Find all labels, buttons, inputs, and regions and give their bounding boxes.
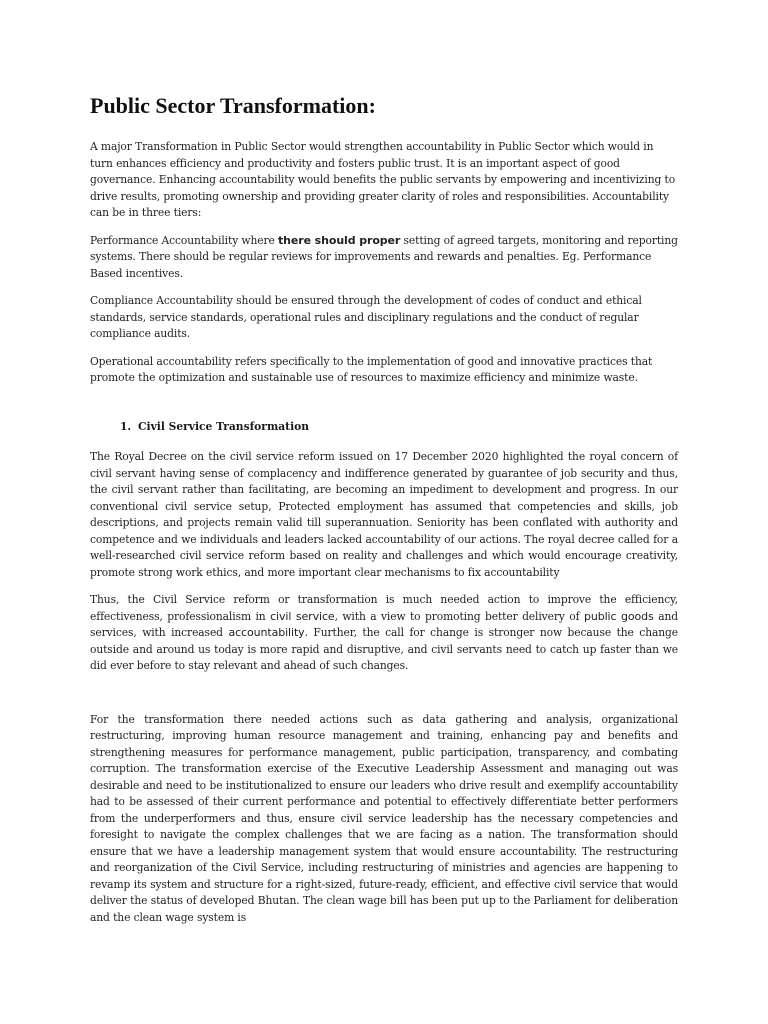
section-heading-text: Civil Service Transformation (138, 419, 310, 433)
reform-paragraph (90, 592, 678, 675)
compliance-paragraph: Compliance Accountability should be ensured through the development of codes of conduct and ethical standards, service standards, operational rules and disciplinary regulations and the conduct of regular compliance audits. (90, 294, 642, 340)
reform-civil-service: civil service (270, 609, 335, 623)
performance-text-start: Performance Accountability where (90, 233, 279, 247)
reform-accountability: accountability (228, 626, 305, 639)
reform-text-1: Thus, the Civil Service reform or transformation is much needed action to improve the efficiency, effectiveness, professionalism in (90, 593, 678, 623)
section-number: 1. (120, 419, 132, 433)
reform-text-3: and services, with increased (90, 609, 678, 639)
royal-decree-paragraph: The Royal Decree on the civil service reform issued on 17 December 2020 highlighted the royal concern of civil servant having sense of complacency and indifference generated by guarantee of job security and thus, the civil servant rather than facilitating, are becoming an impediment to development and progress. In our conventional civil service setup, Protected employment has assumed that competencies and skills, job descriptions, and projects remain valid till superannuation. Seniority has been conflated with authority and competence and we individuals and leaders lacked accountability of our actions. The royal decree called for a well-researched civil service reform based on reality and challenges and which would encourage creativity, promote strong work ethics, and more important clear mechanisms to fix accountability (90, 450, 678, 579)
reform-text-4: . Further, the call for change is stronger now because the change outside and around us today is more rapid and disruptive, and civil servants need to catch up faster than we did ever before to stay relevant and ahead of such changes. (90, 626, 679, 672)
page-title: Public Sector Transformation: (90, 93, 376, 118)
performance-text-end: setting of agreed targets, monitoring and reporting systems. There should be regular reviews for improvements and rewards and penalties. Eg. Performance Based incentives. (90, 233, 678, 280)
reform-public-goods: public goods (583, 609, 654, 623)
document-body (90, 92, 678, 937)
reform-text-2: , with a view to promoting better delivery of (334, 609, 584, 623)
operational-paragraph: Operational accountability refers specifically to the implementation of good and innovative practices that promote the optimization and sustainable use of resources to maximize efficiency and minimize waste. (90, 354, 653, 384)
performance-paragraph (90, 233, 678, 283)
section-heading (90, 419, 678, 436)
intro-paragraph: A major Transformation in Public Sector would strengthen accountability in Public Sector which would in turn enhances efficiency and productivity and fosters public trust. It is an important aspect of good governance. Enhancing accountability would benefits the public servants by empowering and incentivizing to drive results, promoting ownership and providing greater clarity of roles and responsibilities. Accountability can be in three tiers: (90, 140, 676, 219)
performance-emphasis: there should proper (278, 233, 401, 247)
transformation-actions-paragraph: For the transformation there needed actions such as data gathering and analysis, organizational restructuring, improving human resource management and training, enhancing pay and benefits and strengthening measures for performance management, public participation, transparency, and combating corruption. The transformation exercise of the Executive Leadership Assessment and managing out was desirable and need to be institutionalized to ensure our leaders who drive result and exemplify accountability had to be assessed of their current performance and potential to effectively differentiate better performers from the underperformers and thus, ensure civil service leadership has the necessary competencies and foresight to navigate the complex challenges that we are facing as a nation. The transformation should ensure that we have a leadership management system that would ensure accountability. The restructuring and reorganization of the Civil Service, including restructuring of ministries and agencies are happening to revamp its system and structure for a right-sized, future-ready, efficient, and effective civil service that would deliver the status of developed Bhutan. The clean wage bill has been put up to the Parliament for deliberation and the clean wage system is (90, 712, 678, 924)
paragraph-spacer (90, 686, 678, 712)
